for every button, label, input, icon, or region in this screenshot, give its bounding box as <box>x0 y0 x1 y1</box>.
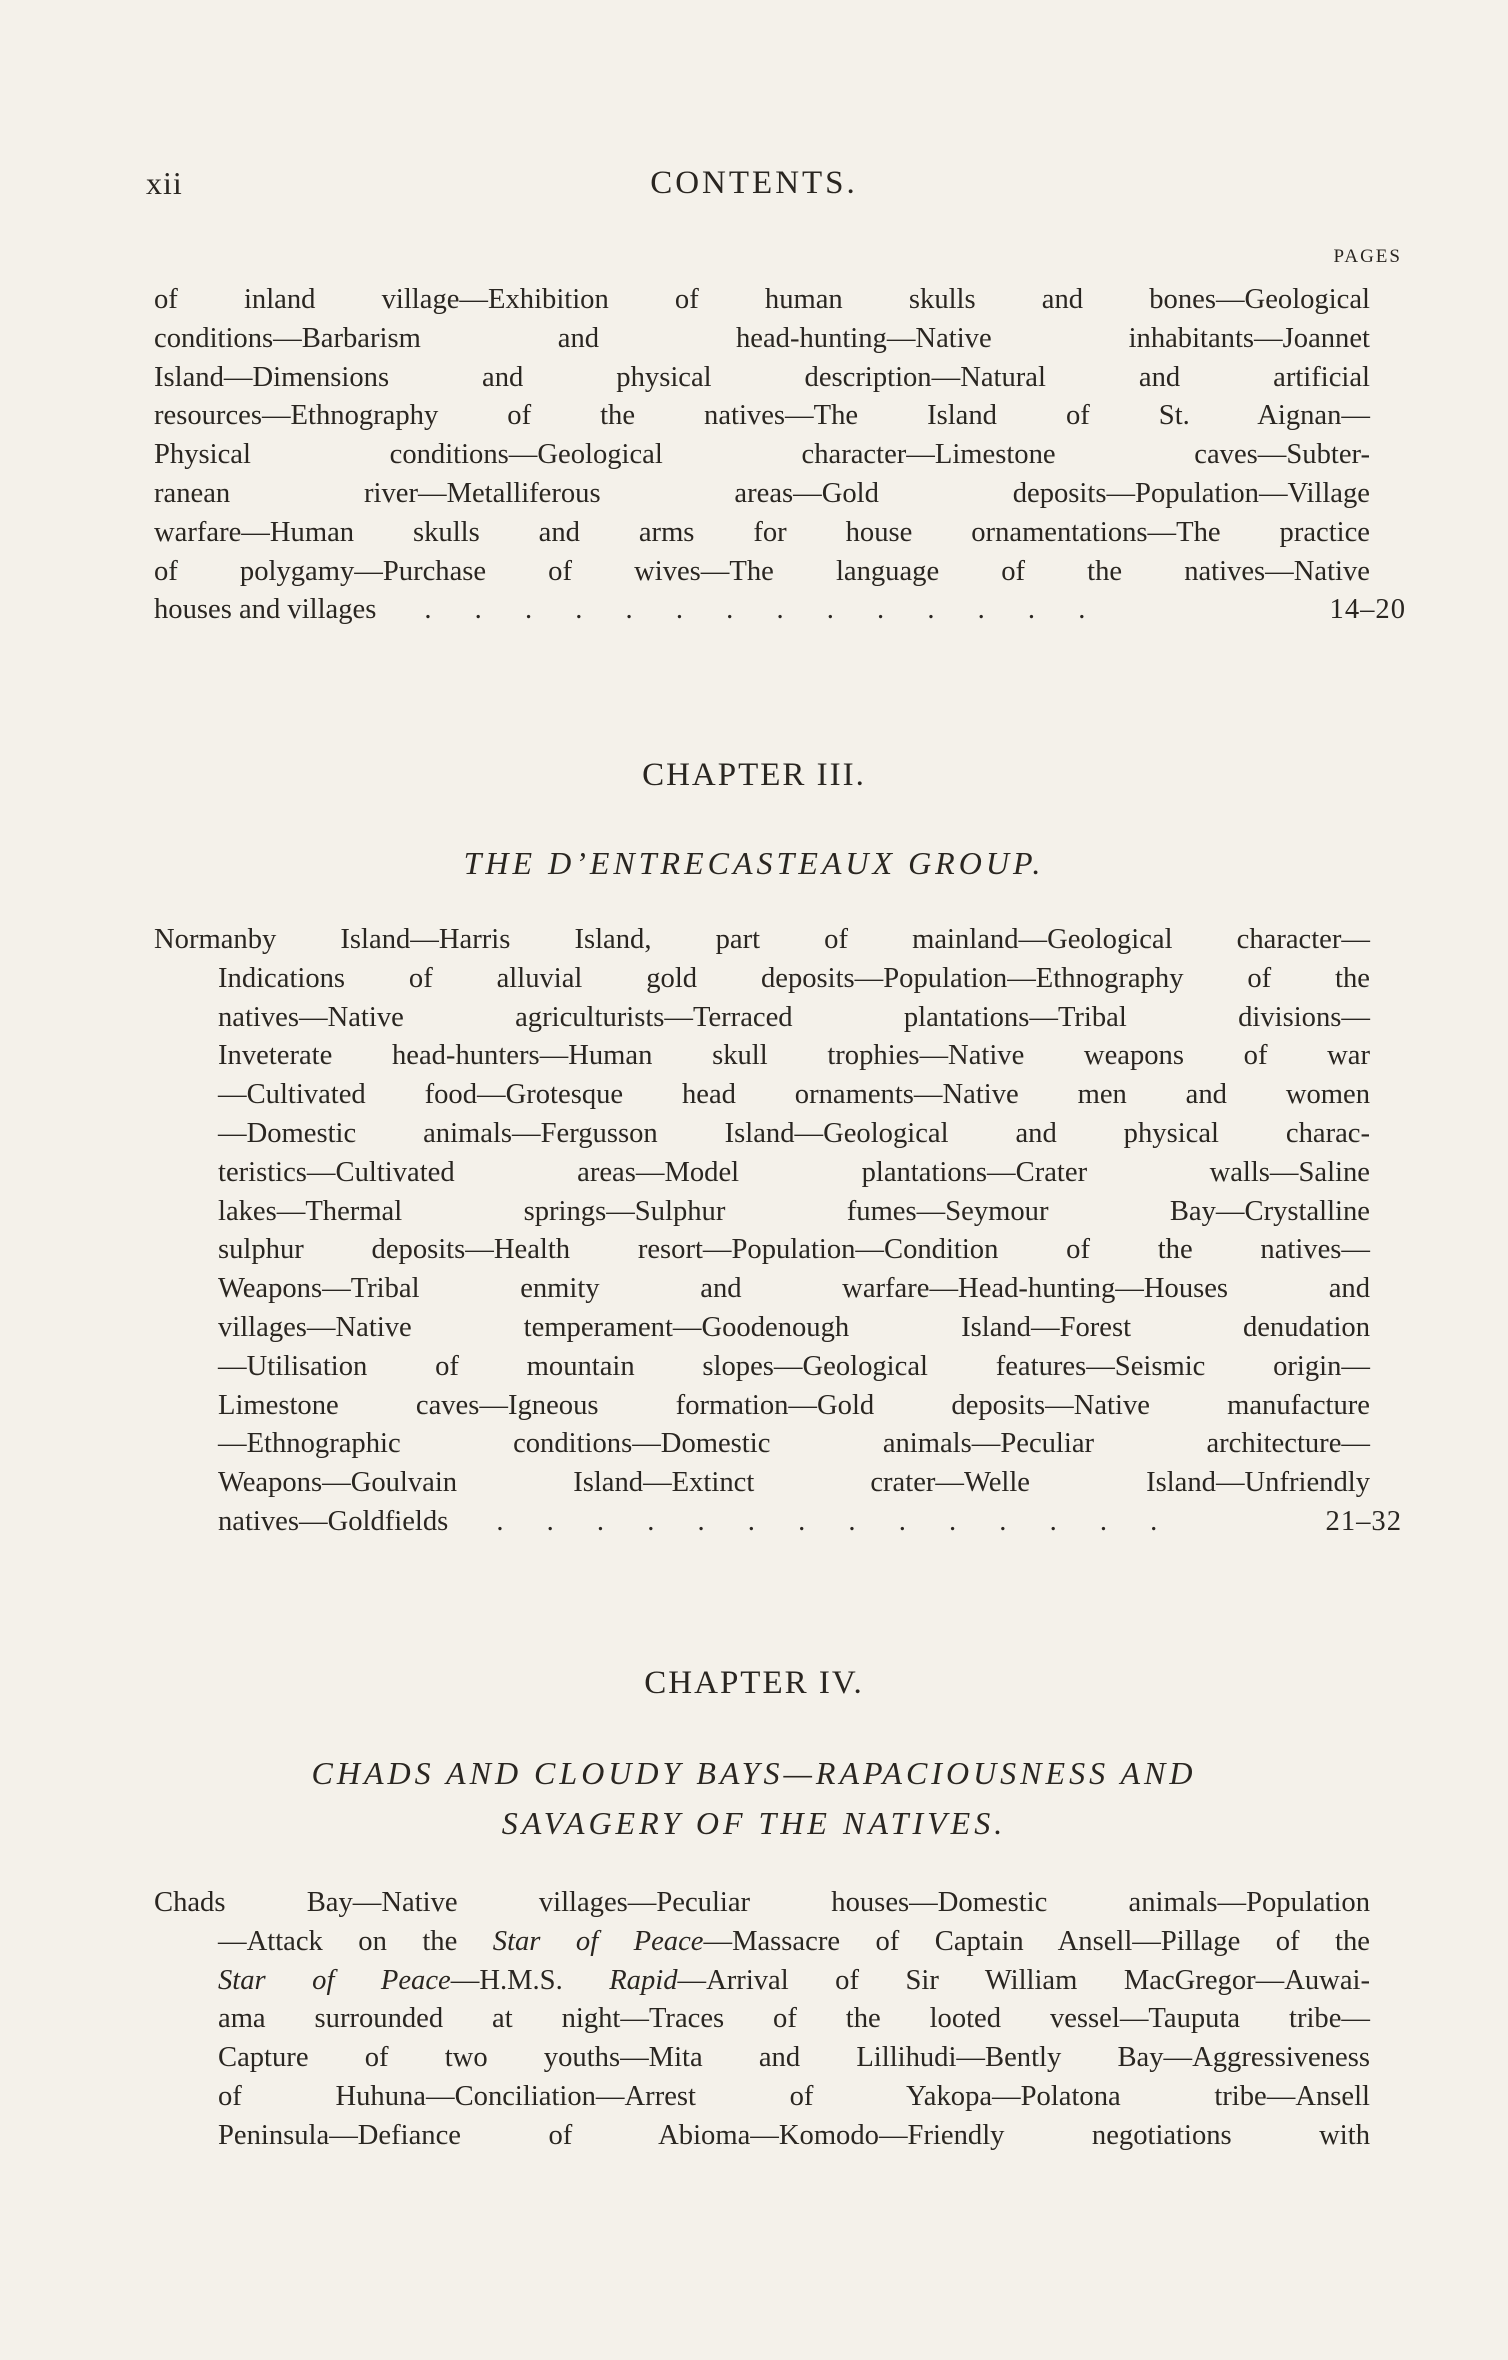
summary-line-text: houses and villages <box>154 594 377 626</box>
running-title: CONTENTS. <box>650 165 858 201</box>
chapter-4-summary <box>150 1884 1402 2156</box>
summary-line: conditions—Barbarism and head-hunting—Native inhabitants—Joannet <box>154 322 1370 354</box>
summary-line: warfare—Human skulls and arms for house ornamentations—The practice <box>154 516 1370 548</box>
summary-line: Limestone caves—Igneous formation—Gold deposits—Native manufacture <box>218 1389 1370 1421</box>
summary-line: Weapons—Tribal enmity and warfare—Head-hunting—Houses and <box>218 1273 1370 1305</box>
chapter-4-title-line: CHADS AND CLOUDY BAYS—RAPACIOUSNESS AND <box>311 1755 1197 1791</box>
summary-line: Peninsula—Defiance of Abioma—Komodo—Friendly negotiations with <box>218 2119 1370 2151</box>
summary-line-text: natives—Goldfields <box>218 1505 449 1537</box>
chapter-3-summary <box>150 921 1402 1542</box>
summary-line: ranean river—Metalliferous areas—Gold deposits—Population—Village <box>154 477 1370 509</box>
summary-line: —Utilisation of mountain slopes—Geological features—Seismic origin— <box>218 1350 1370 1382</box>
summary-line: resources—Ethnography of the natives—The Island of St. Aignan— <box>154 400 1370 432</box>
running-head <box>0 165 1508 205</box>
chapter-3-title-line: THE D’ENTRECASTEAUX GROUP. <box>463 845 1045 881</box>
summary-line: natives—Native agriculturists—Terraced plantations—Tribal divisions— <box>218 1001 1370 1033</box>
continued-chapter-summary <box>150 281 1406 630</box>
chapter-4-heading: CHAPTER IV. <box>644 1665 864 1701</box>
ship-name: Star of Peace <box>492 1925 704 1957</box>
summary-line: Island—Dimensions and physical description—Natural and artificial <box>154 361 1370 393</box>
chapter-3-heading: CHAPTER III. <box>642 757 866 793</box>
summary-line: lakes—Thermal springs—Sulphur fumes—Seymour Bay—Crystalline <box>218 1195 1370 1227</box>
summary-text: —Arrival of Sir William MacGregor—Auwai- <box>677 1964 1370 1996</box>
summary-line <box>150 1923 1370 1962</box>
dot-leader: . . . . . . . . . . . . . . <box>424 594 1104 626</box>
page-range: 14–20 <box>1329 594 1406 626</box>
summary-line: —Ethnographic conditions—Domestic animals—Peculiar architecture— <box>218 1428 1370 1460</box>
chapter-4-title-line: SAVAGERY OF THE NATIVES. <box>501 1805 1007 1841</box>
summary-line: Chads Bay—Native villages—Peculiar houses—Domestic animals—Population <box>154 1887 1370 1918</box>
summary-line: —Domestic animals—Fergusson Island—Geological and physical charac- <box>218 1117 1370 1149</box>
summary-line: Capture of two youths—Mita and Lillihudi—Bently Bay—Aggressiveness <box>218 2042 1370 2074</box>
summary-line: Normanby Island—Harris Island, part of mainland—Geological character— <box>154 924 1370 955</box>
summary-last-line <box>150 591 1406 630</box>
summary-text: —Attack on the <box>218 1925 493 1957</box>
summary-line: villages—Native temperament—Goodenough Island—Forest denudation <box>218 1311 1370 1343</box>
summary-line: Inveterate head-hunters—Human skull trophies—Native weapons of war <box>218 1040 1370 1072</box>
chapter-3-title <box>0 838 1508 888</box>
summary-last-line <box>150 1503 1402 1542</box>
summary-line: sulphur deposits—Health resort—Population—Condition of the natives— <box>218 1234 1370 1266</box>
summary-text: —H.M.S. <box>450 1964 610 1996</box>
vessel-name: Rapid <box>609 1964 678 1996</box>
summary-text: —Massacre of Captain Ansell—Pillage of the <box>703 1925 1370 1957</box>
summary-line: of inland village—Exhibition of human skulls and bones—Geological <box>154 284 1370 315</box>
summary-line: Indications of alluvial gold deposits—Population—Ethnography of the <box>218 962 1370 994</box>
summary-line: of Huhuna—Conciliation—Arrest of Yakopa—Polatona tribe—Ansell <box>218 2080 1370 2112</box>
summary-line: ama surrounded at night—Traces of the looted vessel—Tauputa tribe— <box>218 2003 1370 2035</box>
page-range: 21–32 <box>1325 1505 1402 1537</box>
summary-line: Physical conditions—Geological character—Limestone caves—Subter- <box>154 439 1370 471</box>
page-number: xii <box>146 165 183 201</box>
summary-line: teristics—Cultivated areas—Model plantations—Crater walls—Saline <box>218 1156 1370 1188</box>
summary-line <box>150 1962 1370 2001</box>
summary-line: —Cultivated food—Grotesque head ornaments—Native men and women <box>218 1079 1370 1111</box>
dot-leader: . . . . . . . . . . . . . . <box>496 1505 1176 1537</box>
pages-column-heading: PAGES <box>1333 246 1402 267</box>
summary-line: of polygamy—Purchase of wives—The language of the natives—Native <box>154 555 1370 587</box>
chapter-4-title <box>0 1748 1508 1848</box>
ship-name: Star of Peace <box>218 1964 451 1996</box>
summary-line: Weapons—Goulvain Island—Extinct crater—Welle Island—Unfriendly <box>218 1467 1370 1499</box>
